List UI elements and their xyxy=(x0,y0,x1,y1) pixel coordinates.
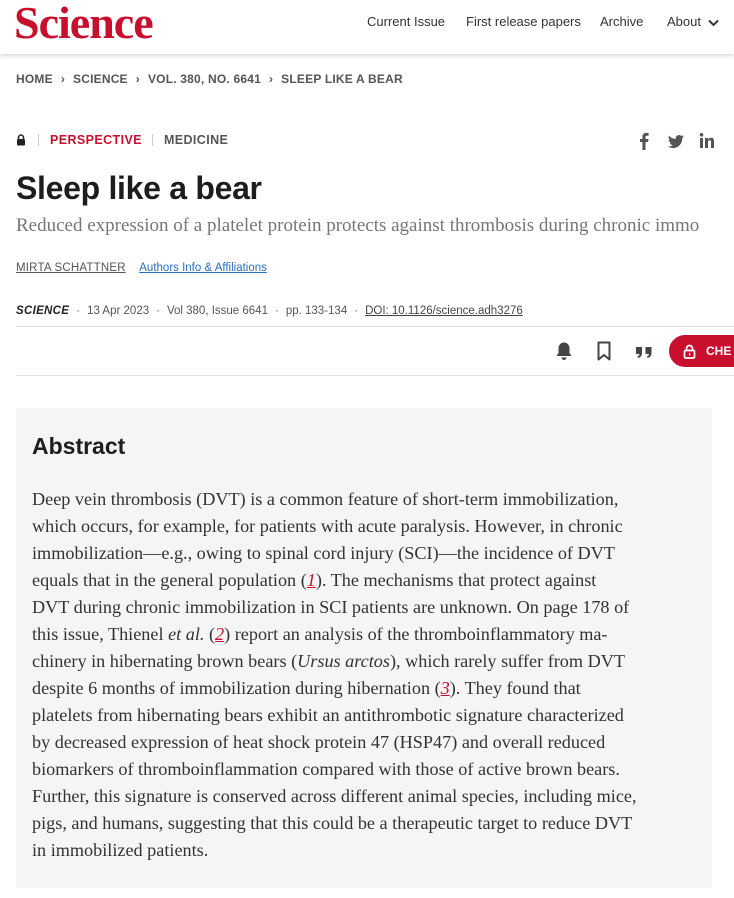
article-title: Sleep like a bear xyxy=(16,170,262,206)
breadcrumb xyxy=(16,72,403,86)
volume-issue[interactable]: Vol 380, Issue 6641 xyxy=(166,305,268,317)
category-medicine[interactable]: MEDICINE xyxy=(163,133,229,147)
category-perspective[interactable]: PERSPECTIVE xyxy=(50,133,142,147)
nav-first-release-papers[interactable]: First release papers xyxy=(466,14,581,29)
abstract-line xyxy=(32,729,706,756)
reference-link[interactable]: 1 xyxy=(306,570,316,590)
abstract-italic-text: Ursus arctos xyxy=(297,651,390,671)
page-range: pp. 133-134 xyxy=(285,305,348,317)
article-category-row xyxy=(16,133,228,147)
author-link[interactable]: MIRTA SCHATTNER xyxy=(16,262,126,274)
abstract-text-segment: despite 6 months of immobilization during hibernation ( xyxy=(32,678,441,698)
abstract-text-segment: immobilization—e.g., owing to spinal cord injury (SCI)—the incidence of DVT xyxy=(32,543,615,563)
abstract-text-segment: equals that in the general population ( xyxy=(32,570,307,590)
abstract-text-segment: platelets from hibernating bears exhibit an antithrombotic signature characterized xyxy=(32,705,624,725)
breadcrumb-separator-icon: › xyxy=(135,72,140,86)
separator-dot: · xyxy=(354,305,359,317)
breadcrumb-current: SLEEP LIKE A BEAR xyxy=(281,72,403,86)
abstract-text-segment: ( xyxy=(204,624,216,644)
linkedin-icon[interactable] xyxy=(699,131,715,151)
divider xyxy=(16,375,734,376)
article-subtitle: Reduced expression of a platelet protein protects against thrombosis during chronic immo xyxy=(16,215,700,236)
twitter-icon[interactable] xyxy=(667,131,685,151)
abstract-line xyxy=(32,756,706,783)
abstract-body xyxy=(32,486,706,864)
bell-icon[interactable] xyxy=(553,340,575,362)
nav-archive[interactable]: Archive xyxy=(600,14,644,29)
abstract-text-segment: ). They found that xyxy=(449,678,581,698)
quote-icon[interactable] xyxy=(633,340,655,362)
abstract-line xyxy=(32,594,706,621)
check-access-label: CHE xyxy=(706,344,732,358)
nav-about-label: About xyxy=(667,14,701,29)
abstract-text-segment: ) report an analysis of the thromboinflammatory ma- xyxy=(224,624,608,644)
abstract-line xyxy=(32,513,706,540)
bookmark-icon[interactable] xyxy=(593,340,615,362)
breadcrumb-home[interactable]: HOME xyxy=(16,72,53,86)
abstract-line xyxy=(32,540,706,567)
abstract-italic-text: et al. xyxy=(168,624,205,644)
abstract-text-segment: DVT during chronic immobilization in SCI patients are unknown. On page 178 of xyxy=(32,597,630,617)
breadcrumb-separator-icon: › xyxy=(60,72,66,86)
abstract-text-segment: in immobilized patients. xyxy=(32,840,209,860)
journal-name: SCIENCE xyxy=(16,305,70,317)
reference-link[interactable]: 2 xyxy=(215,624,225,644)
abstract-text-segment: ), which rarely suffer from DVT xyxy=(389,651,625,671)
abstract-text-segment: biomarkers of thromboinflammation compared with those of active brown bears. xyxy=(32,759,620,779)
publication-date: 13 Apr 2023 xyxy=(87,305,150,317)
abstract-text-segment: ). The mechanisms that protect against xyxy=(315,570,597,590)
abstract-line xyxy=(32,783,706,810)
publication-info xyxy=(16,305,523,317)
abstract-text-segment: Further, this signature is conserved across different animal species, including mice, xyxy=(32,786,637,806)
science-logo[interactable]: Science xyxy=(14,0,153,48)
breadcrumb-separator-icon: › xyxy=(268,72,274,86)
lock-icon xyxy=(683,344,696,359)
lock-icon xyxy=(16,134,26,146)
abstract-line xyxy=(32,567,706,594)
abstract-text-segment: pigs, and humans, suggesting that this could be a therapeutic target to reduce DVT xyxy=(32,813,633,833)
divider xyxy=(16,326,734,327)
separator-dot: · xyxy=(76,305,81,317)
breadcrumb-science[interactable]: SCIENCE xyxy=(73,72,128,86)
category-divider xyxy=(152,134,153,146)
authors-affiliations-link[interactable]: Authors Info & Affiliations xyxy=(139,262,267,274)
nav-current-issue[interactable]: Current Issue xyxy=(367,14,446,29)
nav-about[interactable] xyxy=(667,14,719,29)
abstract-text-segment: this issue, Thienel xyxy=(32,624,169,644)
separator-dot: · xyxy=(156,305,160,317)
abstract-section xyxy=(16,408,712,888)
author-row xyxy=(16,262,267,274)
breadcrumb-volume[interactable]: VOL. 380, NO. 6641 xyxy=(147,72,261,86)
abstract-line xyxy=(32,486,706,513)
abstract-text-segment: which occurs, for example, for patients with acute paralysis. However, in chronic xyxy=(32,516,623,536)
abstract-heading: Abstract xyxy=(32,433,126,459)
doi-link[interactable]: DOI: 10.1126/science.adh3276 xyxy=(365,305,523,317)
separator-dot: · xyxy=(274,305,279,317)
abstract-text-segment: chinery in hibernating brown bears ( xyxy=(32,651,298,671)
abstract-line xyxy=(32,648,706,675)
abstract-text-segment: Deep vein thrombosis (DVT) is a common feature of short-term immobilization, xyxy=(32,489,619,509)
abstract-line xyxy=(32,621,706,648)
facebook-icon[interactable] xyxy=(637,131,651,151)
abstract-line xyxy=(32,675,706,702)
reference-link[interactable]: 3 xyxy=(440,678,450,698)
check-access-button[interactable] xyxy=(669,335,734,367)
abstract-text-segment: by decreased expression of heat shock protein 47 (HSP47) and overall reduced xyxy=(32,732,606,752)
abstract-line xyxy=(32,837,706,864)
site-header xyxy=(0,0,734,54)
chevron-down-icon xyxy=(708,19,719,27)
abstract-line xyxy=(32,702,706,729)
category-divider xyxy=(38,134,39,146)
abstract-line xyxy=(32,810,706,837)
